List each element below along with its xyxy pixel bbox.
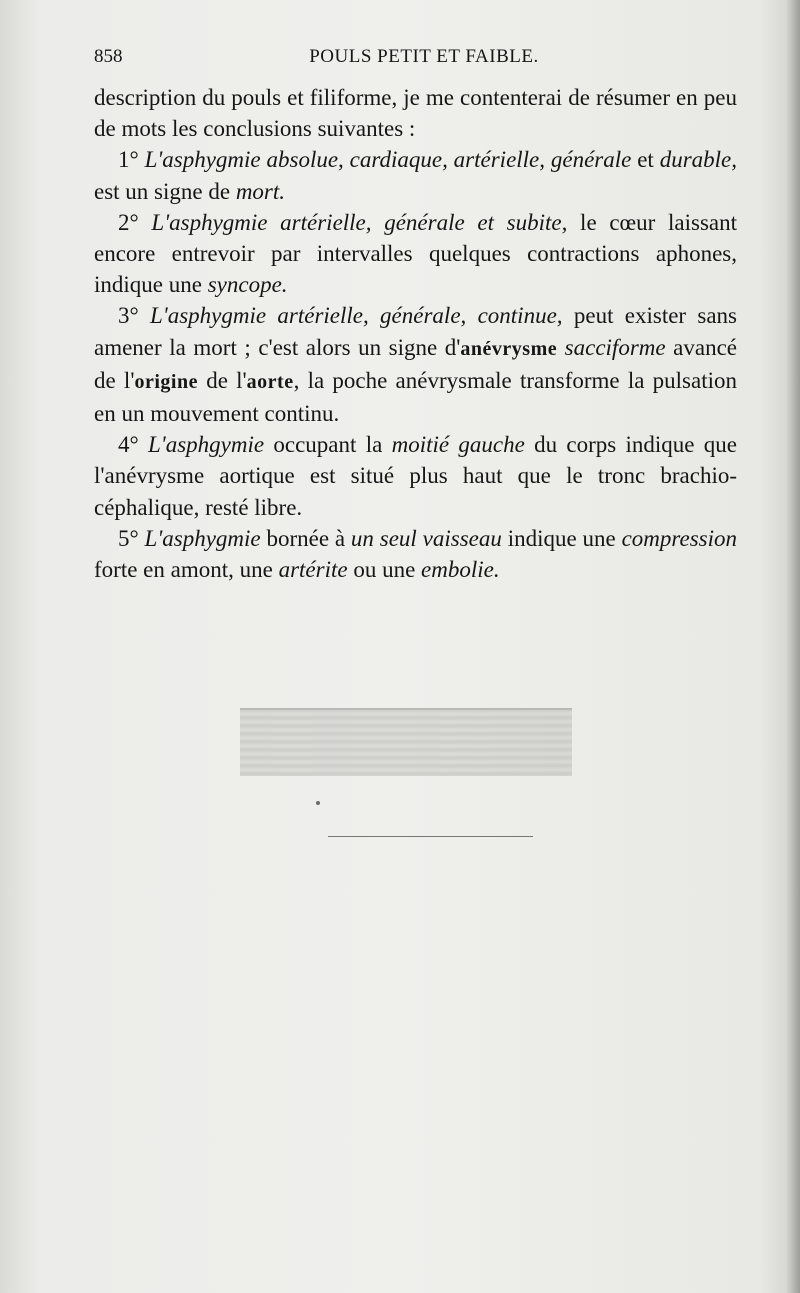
section-rule: [328, 836, 533, 837]
conclusion-3: 3° L'asphygmie artérielle, générale, continue, peut exister sans amener la mort ; c'est alors un signe d'anévrysme sacciforme avancé de l'origine de l'aorte, la poche anévrysmale transforme la pulsation en un mouvement continu.: [94, 303, 737, 427]
body-text: [94, 82, 737, 585]
show-through-lower-a: [70, 590, 740, 621]
show-through-figure: [240, 708, 572, 776]
conclusion-2: 2° L'asphygmie artérielle, générale et subite, le cœur laissant encore entrevoir par intervalles quelques contractions aphones, indique une syncope.: [94, 209, 738, 298]
running-title: POULS PETIT ET FAIBLE.: [309, 46, 539, 67]
conclusion-4: 4° L'asphgymie occupant la moitié gauche du corps indique que l'anévrysme aortique est situé plus haut que le tronc brachio-céphalique, resté libre.: [94, 432, 737, 520]
page-gutter-shadow: [786, 0, 800, 1293]
conclusion-1: 1° L'asphygmie absolue, cardiaque, artérielle, générale et durable, est un signe de mort.: [94, 147, 737, 204]
page-number: 858: [94, 46, 123, 67]
intro-paragraph: description du pouls et filiforme, je me contenterai de résumer en peu de mots les conclusions suivantes :: [94, 85, 737, 142]
conclusion-5: 5° L'asphygmie bornée à un seul vaisseau indique une compression forte en amont, une artérite ou une embolie.: [94, 525, 737, 583]
page-header: [94, 46, 734, 76]
ink-speck: [316, 801, 320, 805]
